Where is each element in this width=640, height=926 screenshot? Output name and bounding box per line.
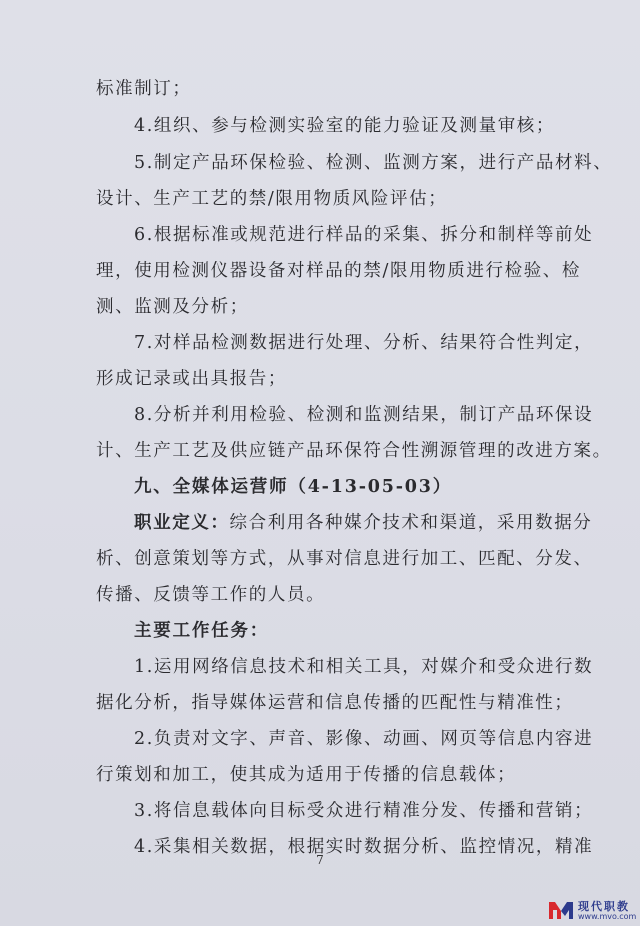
tasks-heading: 主要工作任务： — [134, 621, 270, 641]
text-line: 1.运用网络信息技术和相关工具，对媒介和受众进行数 — [134, 657, 594, 677]
watermark — [548, 897, 640, 925]
text-line: 设计、生产工艺的禁/限用物质风险评估； — [96, 189, 448, 209]
text-line: 2.负责对文字、声音、影像、动画、网页等信息内容进 — [134, 729, 594, 749]
text-line: 理，使用检测仪器设备对样品的禁/限用物质进行检验、检 — [96, 261, 581, 281]
definition-line — [134, 512, 593, 534]
definition-label: 职业定义： — [134, 513, 230, 533]
text-line: 5.制定产品环保检验、检测、监测方案，进行产品材料、 — [134, 153, 613, 173]
section-heading: 九、全媒体运营师（4-13-05-03） — [134, 477, 453, 497]
text-line: 析、创意策划等方式，从事对信息进行加工、匹配、分发、 — [96, 549, 593, 569]
mvo-logo-icon — [548, 899, 574, 921]
watermark-title: 现代职教 — [578, 900, 630, 913]
text-line: 8.分析并利用检验、检测和监测结果，制订产品环保设 — [134, 405, 594, 425]
text-line: 计、生产工艺及供应链产品环保符合性溯源管理的改进方案。 — [96, 441, 612, 461]
text-line: 6.根据标准或规范进行样品的采集、拆分和制样等前处 — [134, 225, 594, 245]
text-line: 形成记录或出具报告； — [96, 369, 287, 389]
text-line: 据化分析，指导媒体运营和信息传播的匹配性与精准性； — [96, 693, 574, 713]
watermark-url: www.mvo.com — [578, 912, 637, 921]
text-line: 行策划和加工，使其成为适用于传播的信息载体； — [96, 765, 517, 785]
page-number: 7 — [316, 853, 324, 867]
text-line: 传播、反馈等工作的人员。 — [96, 585, 326, 605]
definition-text: 综合利用各种媒介技术和渠道，采用数据分 — [229, 513, 593, 533]
text-line: 4.组织、参与检测实验室的能力验证及测量审核； — [134, 116, 555, 136]
text-line: 4.采集相关数据，根据实时数据分析、监控情况，精准 — [134, 837, 594, 857]
text-line: 标准制订； — [96, 79, 192, 99]
text-line: 7.对样品检测数据进行处理、分析、结果符合性判定， — [134, 333, 594, 353]
text-line: 3.将信息载体向目标受众进行精准分发、传播和营销； — [134, 801, 594, 821]
text-line: 测、监测及分析； — [96, 297, 249, 317]
